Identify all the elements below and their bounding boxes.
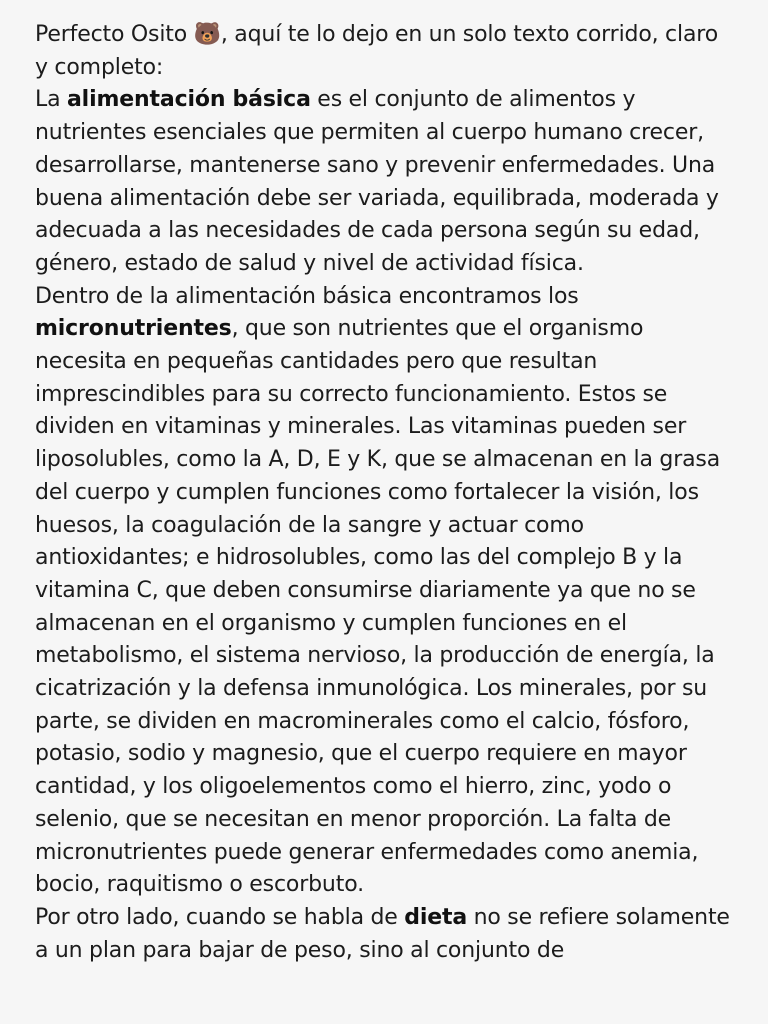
- paragraph-micronutrientes: [35, 281, 735, 902]
- bold-term-dieta: dieta: [404, 904, 468, 930]
- paragraph-text: Por otro lado, cuando se habla de: [35, 904, 405, 930]
- paragraph-text: La: [35, 87, 67, 113]
- paragraph-text: no se refiere solamente a un plan para bajar de peso, sino al conjunto de: [35, 904, 730, 963]
- paragraph-text: es el conjunto de alimentos y nutrientes esenciales que permiten al cuerpo humano crecer, desarrollarse, mantenerse sano y prevenir enfermedades. Una buena alimentación debe ser variada, equilibrada, moderada y adecuada a las necesidades de cada persona según su edad, género, estado de salud y nivel de actividad física.: [35, 87, 719, 276]
- chat-message-text: [35, 19, 735, 967]
- paragraph-text: , que son nutrientes que el organismo necesita en pequeñas cantidades pero que resultan imprescindibles para su correcto funcionamiento. Estos se dividen en vitaminas y minerales. Las vitaminas pueden ser liposolubles, como la A, D, E y K, que se almacenan en la grasa del cuerpo y cumplen funciones como fortalecer la visión, los huesos, la coagulación de la sangre y actuar como antioxidantes; e hidrosolubles, como las del complejo B y la vitamina C, que deben consumirse diariamente ya que no se almacenan en el organismo y cumplen funciones en el metabolismo, el sistema nervioso, la producción de energía, la cicatrización y la defensa inmunológica. Los minerales, por su parte, se dividen en macrominerales como el calcio, fósforo, potasio, sodio y magnesio, que el cuerpo requiere en mayor cantidad, y los oligoelementos como el hierro, zinc, yodo o selenio, que se necesitan en menor proporción. La falta de micronutrientes puede generar enfermedades como anemia, bocio, raquitismo o escorbuto.: [35, 316, 721, 898]
- paragraph-dieta: [35, 902, 735, 967]
- paragraph-alimentacion-basica: [35, 84, 735, 280]
- intro-paragraph: Perfecto Osito 🐻, aquí te lo dejo en un solo texto corrido, claro y completo:: [35, 22, 719, 80]
- bold-term-micronutrientes: micronutrientes: [35, 316, 232, 342]
- bold-term-alimentacion-basica: alimentación básica: [66, 87, 311, 113]
- paragraph-text: Dentro de la alimentación básica encontramos los: [35, 283, 579, 309]
